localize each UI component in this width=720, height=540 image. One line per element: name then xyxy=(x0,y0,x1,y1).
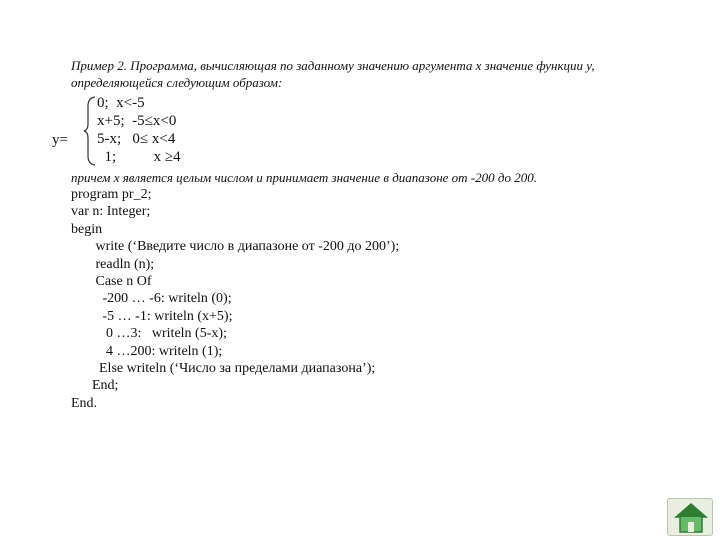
home-icon xyxy=(674,502,708,534)
code-line: 4 …200: writeln (1); xyxy=(71,343,223,359)
intro-line-1: Пример 2. Программа, вычисляющая по заданному значению аргумента x значение функции y, xyxy=(71,58,595,73)
home-button[interactable] xyxy=(667,498,713,536)
code-line: Case n Of xyxy=(71,273,152,289)
left-brace xyxy=(83,96,97,166)
code-line: write (‘Введите число в диапазоне от -200 до 200’); xyxy=(71,239,400,255)
case-line: x+5; -5≤x<0 xyxy=(97,113,177,129)
code-line: begin xyxy=(71,221,103,237)
code-line: -200 … -6: writeln (0); xyxy=(71,291,232,307)
function-y-label: y= xyxy=(52,132,68,148)
code-line: End; xyxy=(71,378,119,394)
case-line: 1; x ≥4 xyxy=(97,149,181,165)
code-line: End. xyxy=(71,395,98,411)
code-line: readln (n); xyxy=(71,256,155,272)
intro-text xyxy=(71,57,671,91)
code-line: program pr_2; xyxy=(71,187,152,202)
case-line: 0; x<-5 xyxy=(97,95,145,111)
code-listing xyxy=(71,186,399,412)
code-line: var n: Integer; xyxy=(71,204,151,220)
case-line: 5-x; 0≤ x<4 xyxy=(97,131,176,147)
range-note: причем x является целым числом и принимает значение в диапазоне от -200 до 200. xyxy=(71,170,537,185)
piecewise-cases xyxy=(97,94,181,166)
code-line: -5 … -1: writeln (x+5); xyxy=(71,308,233,324)
code-line: Else writeln (‘Число за пределами диапазона’); xyxy=(71,360,376,376)
code-line: 0 …3: writeln (5-x); xyxy=(71,326,227,342)
intro-line-2: определяющейся следующим образом: xyxy=(71,75,283,90)
